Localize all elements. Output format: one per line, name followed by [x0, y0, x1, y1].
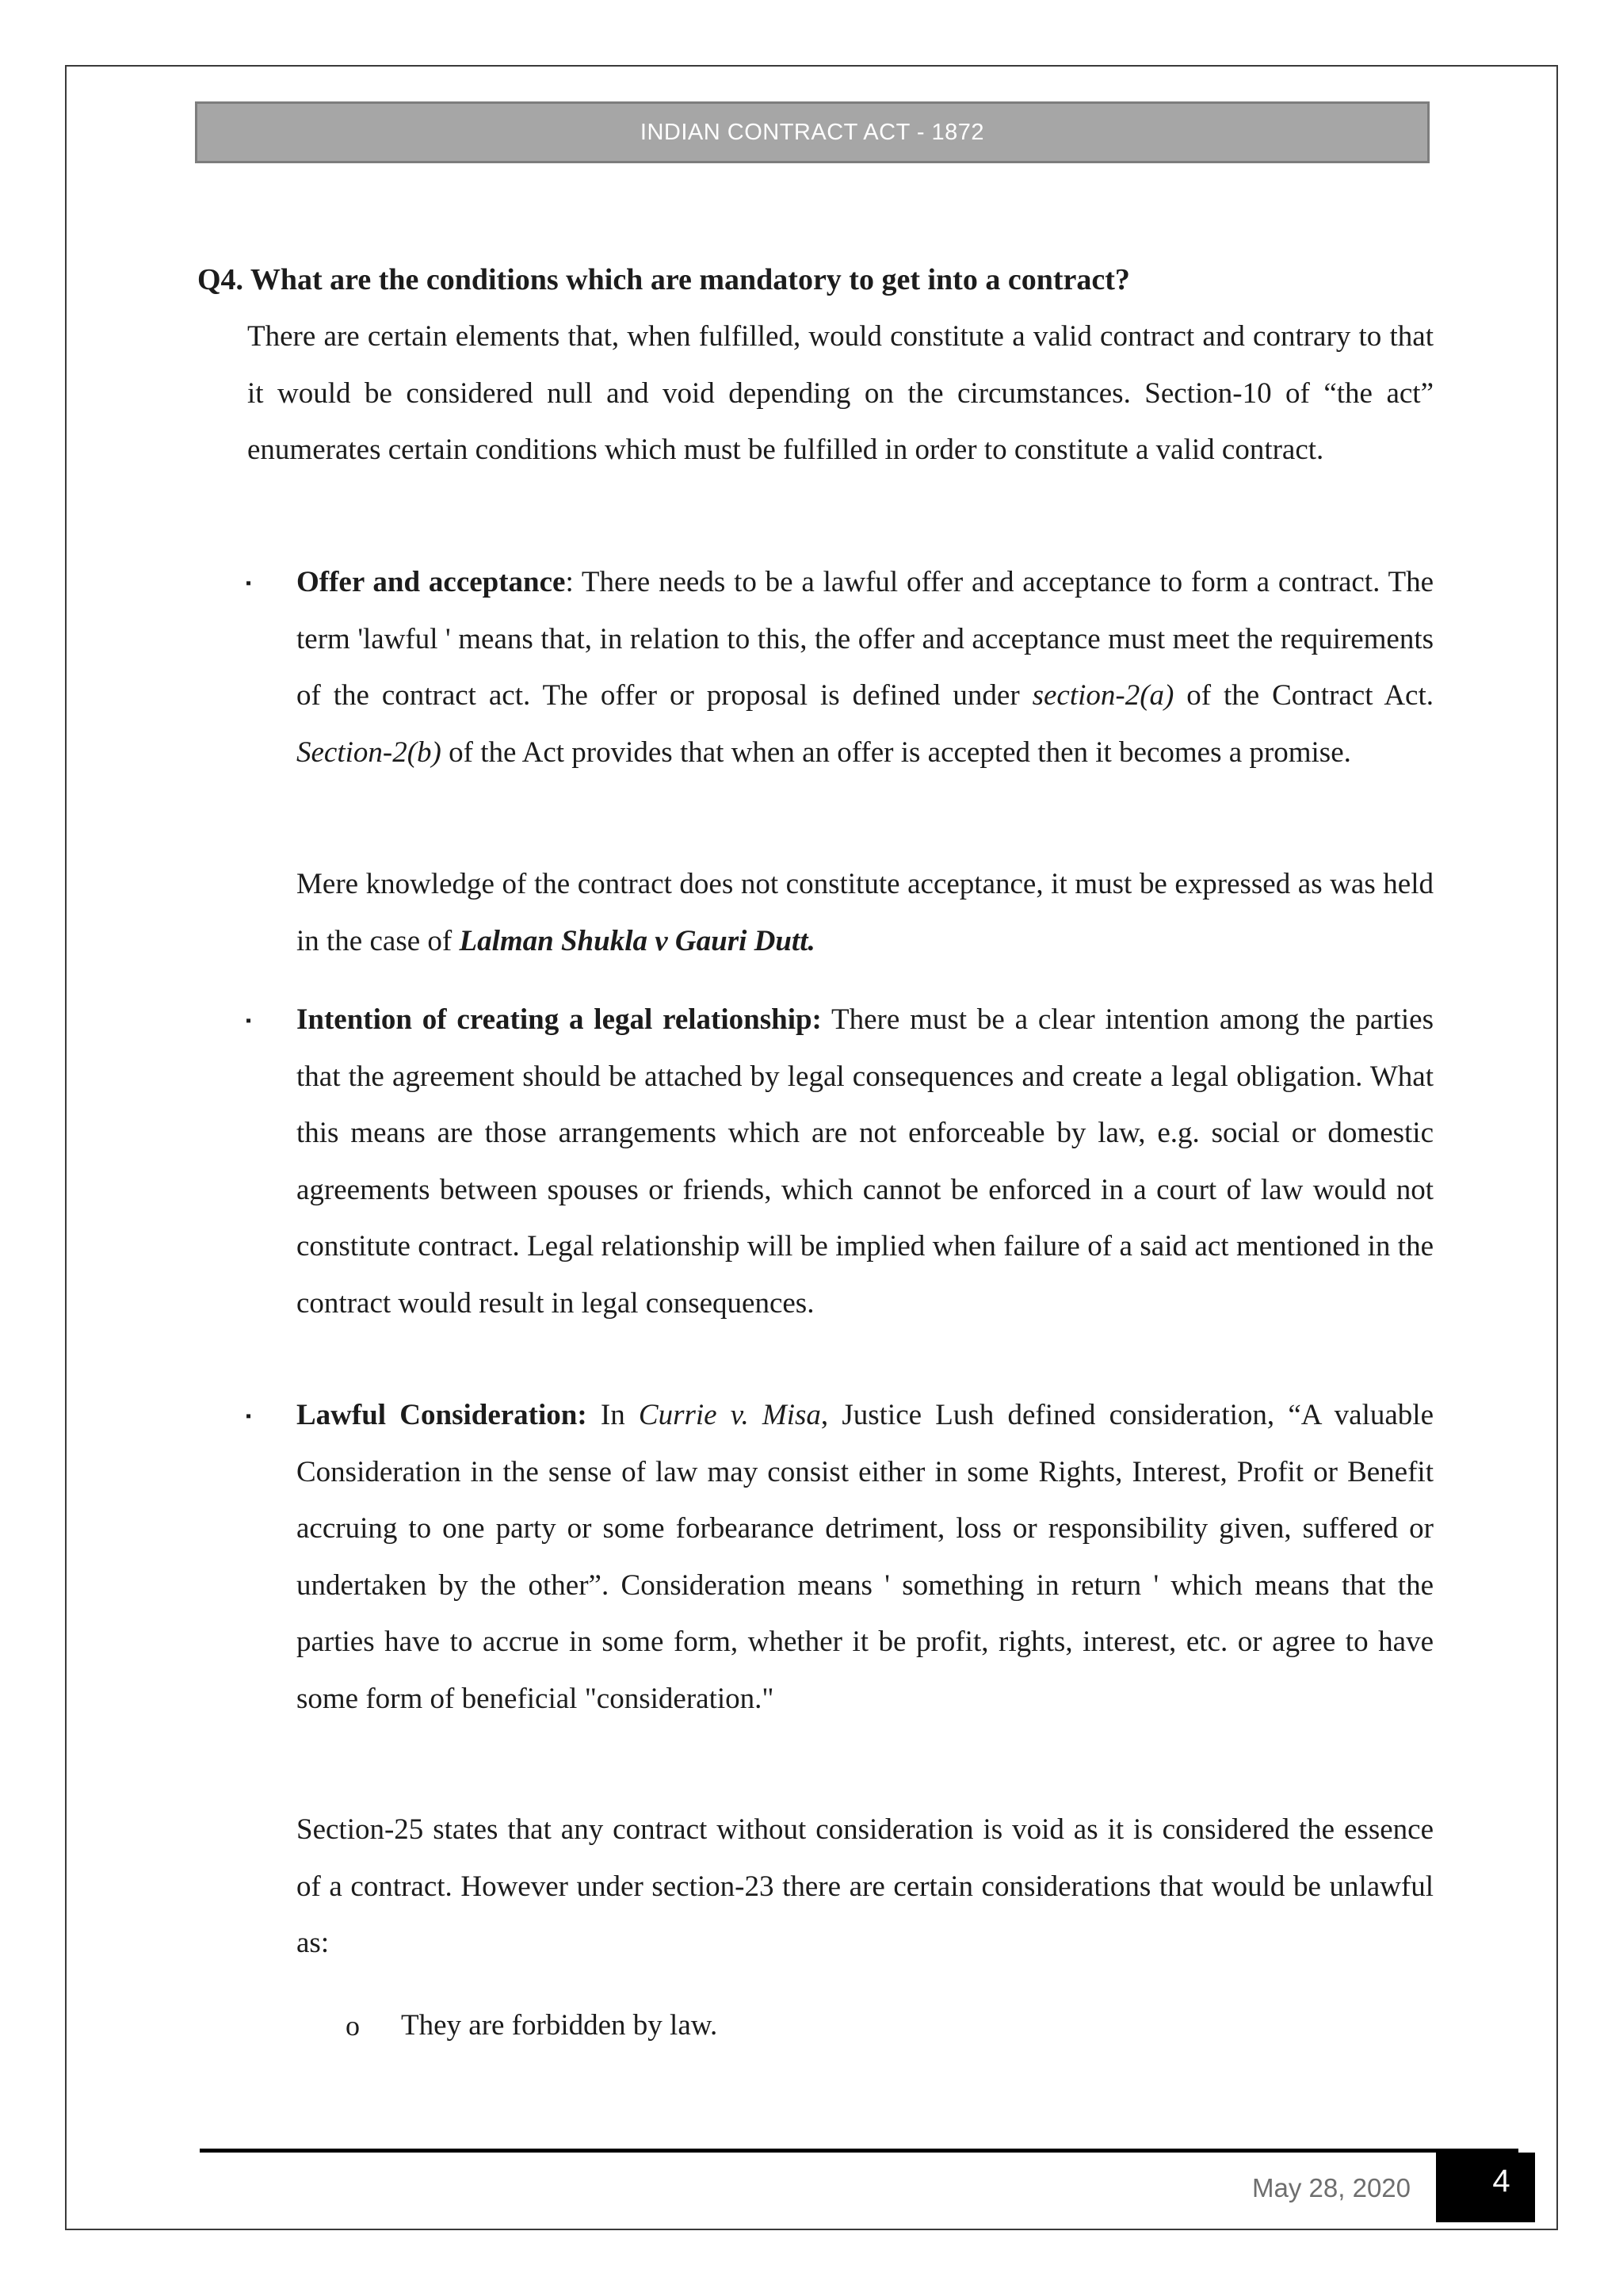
page-number: 4	[1492, 2164, 1510, 2199]
intention-paragraph: Intention of creating a legal relationship: There must be a clear intention among the parties that the agreement should be attached by legal consequences and create a legal obligation. What this means are those arrangements which are not enforceable by law, e.g. social or domestic agreements between spouses or friends, which cannot be enforced in a court of law would not constitute contract. Legal relationship will be implied when failure of a said act mentioned in the contract would result in legal consequences.	[296, 1003, 1434, 1320]
section-2a-ref: section-2(a)	[1032, 679, 1174, 712]
bullet-icon: ▪	[246, 1012, 252, 1030]
question-heading: Q4. What are the conditions which are mandatory to get into a contract?	[197, 263, 1130, 296]
section-2b-ref: Section-2(b)	[296, 735, 441, 769]
bullet-icon: ▪	[246, 1408, 252, 1425]
bullet-icon: ▪	[246, 575, 252, 592]
sub-item-forbidden: They are forbidden by law.	[401, 2009, 718, 2042]
case-lalman-shukla: Lalman Shukla v Gauri Dutt.	[459, 924, 815, 957]
offer-heading: Offer and acceptance	[296, 566, 566, 598]
intention-heading: Intention of creating a legal relationship:	[296, 1003, 822, 1036]
offer-paragraph: Offer and acceptance: There needs to be a lawful offer and acceptance to form a contract. The term 'lawful ' means that, in relation to this, the offer and acceptance must meet the requirements of the contract act. The offer or proposal is defined under section-2(a) of the Contract Act. Section-2(b) of the Act provides that when an offer is accepted then it becomes a promise.	[296, 566, 1434, 769]
consideration-heading: Lawful Consideration:	[296, 1399, 587, 1431]
offer-knowledge-paragraph: Mere knowledge of the contract does not constitute acceptance, it must be expressed as was held in the case of Lalman Shukla v Gauri Dutt.	[296, 868, 1434, 957]
footer-rule	[200, 2149, 1518, 2153]
consideration-paragraph: Lawful Consideration: In Currie v. Misa, Justice Lush defined consideration, “A valuable Consideration in the sense of law may consist either in some Rights, Interest, Profit or Benefit accruing to one party or some forbearance detriment, loss or responsibility given, suffered or undertaken by the other”. Consideration means ' something in return ' which means that the parties have to accrue in some form, whether it be profit, rights, interest, etc. or agree to have some form of beneficial "consideration."	[296, 1399, 1434, 1715]
intro-paragraph: There are certain elements that, when fulfilled, would constitute a valid contract and contrary to that it would be considered null and void depending on the circumstances. Section-10 of “the act” enumerates certain conditions which must be fulfilled in order to constitute a valid contract.	[247, 320, 1434, 466]
footer-date: May 28, 2020	[1252, 2173, 1411, 2202]
circle-bullet-icon: o	[346, 2010, 360, 2042]
header-bar	[195, 101, 1430, 163]
section-25-paragraph: Section-25 states that any contract without consideration is void as it is considered the essence of a contract. However under section-23 there are certain considerations that would be unlawful as:	[296, 1813, 1434, 1959]
case-currie-misa: Currie v. Misa	[638, 1399, 821, 1431]
page-number-box	[1436, 2153, 1535, 2222]
header-title: INDIAN CONTRACT ACT - 1872	[640, 119, 985, 145]
